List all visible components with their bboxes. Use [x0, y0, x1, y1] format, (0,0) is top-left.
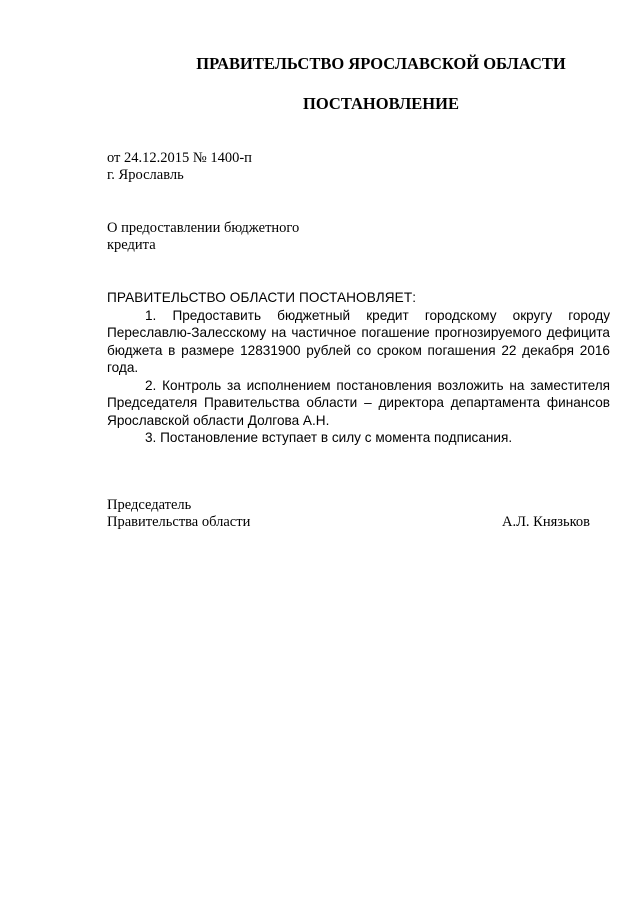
- document-subject: [107, 220, 299, 254]
- document-body: [107, 289, 610, 447]
- signature-position-1: Председатель: [107, 497, 192, 513]
- document-meta: [107, 150, 252, 184]
- paragraph-2: 2. Контроль за исполнением постановления возложить на заместителя Председателя Правительства области – директора департамента финансов Ярославской области Долгова А.Н.: [107, 377, 610, 428]
- place: г. Ярославль: [107, 167, 184, 183]
- signature-block: [107, 497, 590, 531]
- subject-line-2: кредита: [107, 237, 156, 253]
- signature-position-2: Правительства области: [107, 514, 251, 530]
- paragraph-1: 1. Предоставить бюджетный кредит городскому округу городу Переславлю-Залесскому на частичное погашение прогнозируемого дефицита бюджета в размере 12831900 рублей со сроком погашения 22 декабря 2016 года.: [107, 307, 610, 375]
- paragraph-3: 3. Постановление вступает в силу с момента подписания.: [145, 430, 513, 445]
- decree-heading: ПРАВИТЕЛЬСТВО ОБЛАСТИ ПОСТАНОВЛЯЕТ:: [107, 290, 417, 305]
- signatory-name: А.Л. Князьков: [501, 514, 590, 530]
- organization-title: ПРАВИТЕЛЬСТВО ЯРОСЛАВСКОЙ ОБЛАСТИ: [196, 54, 566, 73]
- date-number: от 24.12.2015 № 1400-п: [107, 150, 252, 166]
- subject-line-1: О предоставлении бюджетного: [107, 220, 300, 236]
- document-type-title: ПОСТАНОВЛЕНИЕ: [303, 94, 459, 113]
- signature-row: [107, 514, 590, 531]
